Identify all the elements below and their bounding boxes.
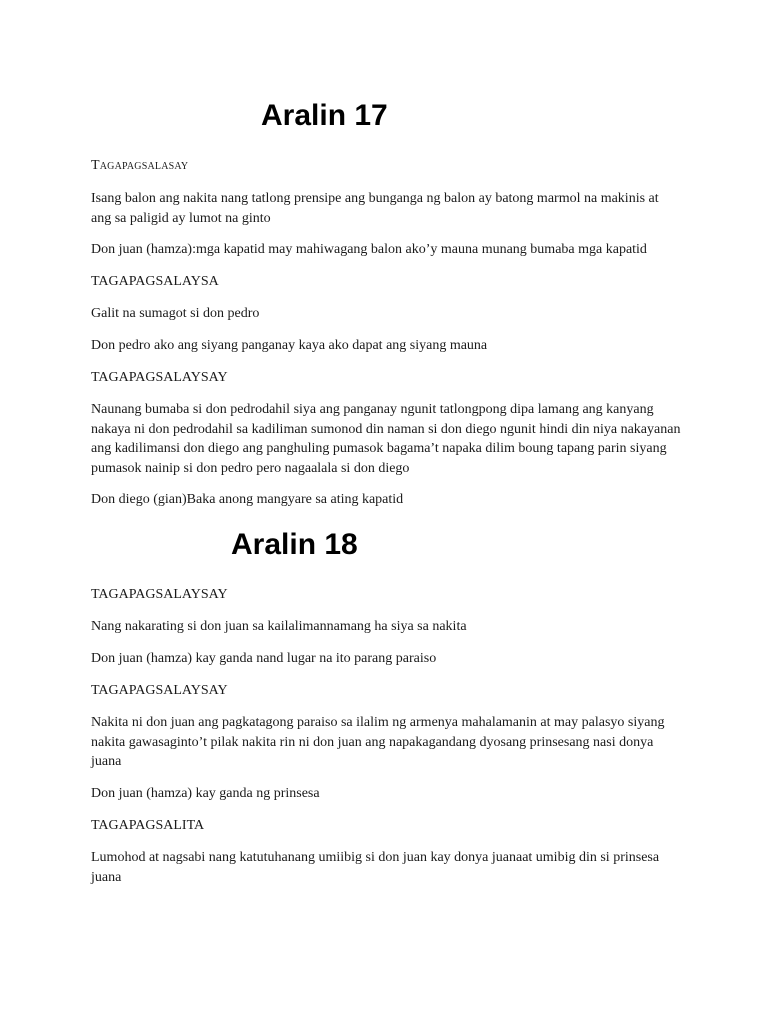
- dialogue-line: Don juan (hamza) kay ganda nand lugar na ito parang paraiso: [91, 651, 437, 666]
- paragraph: Galit na sumagot si don pedro: [91, 306, 260, 321]
- lesson-18-heading: Aralin 18: [231, 528, 358, 561]
- lesson-17-heading: Aralin 17: [261, 99, 388, 132]
- dialogue-line: Don pedro ako ang siyang panganay kaya ako dapat ang siyang mauna: [91, 338, 488, 353]
- paragraph: Naunang bumaba si don pedrodahil siya ang panganay ngunit tatlongpong dipa lamang ang kanyang nakaya ni don pedrodahil sa kadiliman sumonod din naman si don diego ngunit hindi din niya nakayanan ang kadilimansi don diego ang panghuling pumasok bagama’t napaka dilim boung tapang parin siyang pumasok nainip si don pedro pero nagaalala si don diego: [91, 402, 681, 476]
- narrator-label: TAGAPAGSALAYSAY: [91, 683, 228, 698]
- narrator-label: TAGAPAGSALAYSA: [91, 274, 219, 289]
- narrator-label: TAGAPAGSALITA: [91, 818, 205, 833]
- paragraph: Lumohod at nagsabi nang katutuhanang umiibig si don juan kay donya juanaat umibig din si prinsesa juana: [91, 850, 660, 885]
- paragraph: Nakita ni don juan ang pagkatagong paraiso sa ilalim ng armenya mahalamanin at may palasyo siyang nakita gawasaginto’t pilak nakita rin ni don juan ang napakagandang dyosang prinsesang nasi donya juana: [91, 715, 665, 769]
- dialogue-line: Don juan (hamza) kay ganda ng prinsesa: [91, 786, 320, 801]
- narrator-label: Tagapagsalasay: [91, 158, 189, 173]
- paragraph: Isang balon ang nakita nang tatlong prensipe ang bunganga ng balon ay batong marmol na makinis at ang sa paligid ay lumot na ginto: [91, 191, 659, 226]
- narrator-label: TAGAPAGSALAYSAY: [91, 370, 228, 385]
- paragraph: Nang nakarating si don juan sa kailalimannamang ha siya sa nakita: [91, 619, 467, 634]
- dialogue-line: Don juan (hamza):mga kapatid may mahiwagang balon ako’y mauna munang bumaba mga kapatid: [91, 242, 647, 257]
- narrator-label: TAGAPAGSALAYSAY: [91, 587, 228, 602]
- dialogue-line: Don diego (gian)Baka anong mangyare sa ating kapatid: [91, 492, 404, 507]
